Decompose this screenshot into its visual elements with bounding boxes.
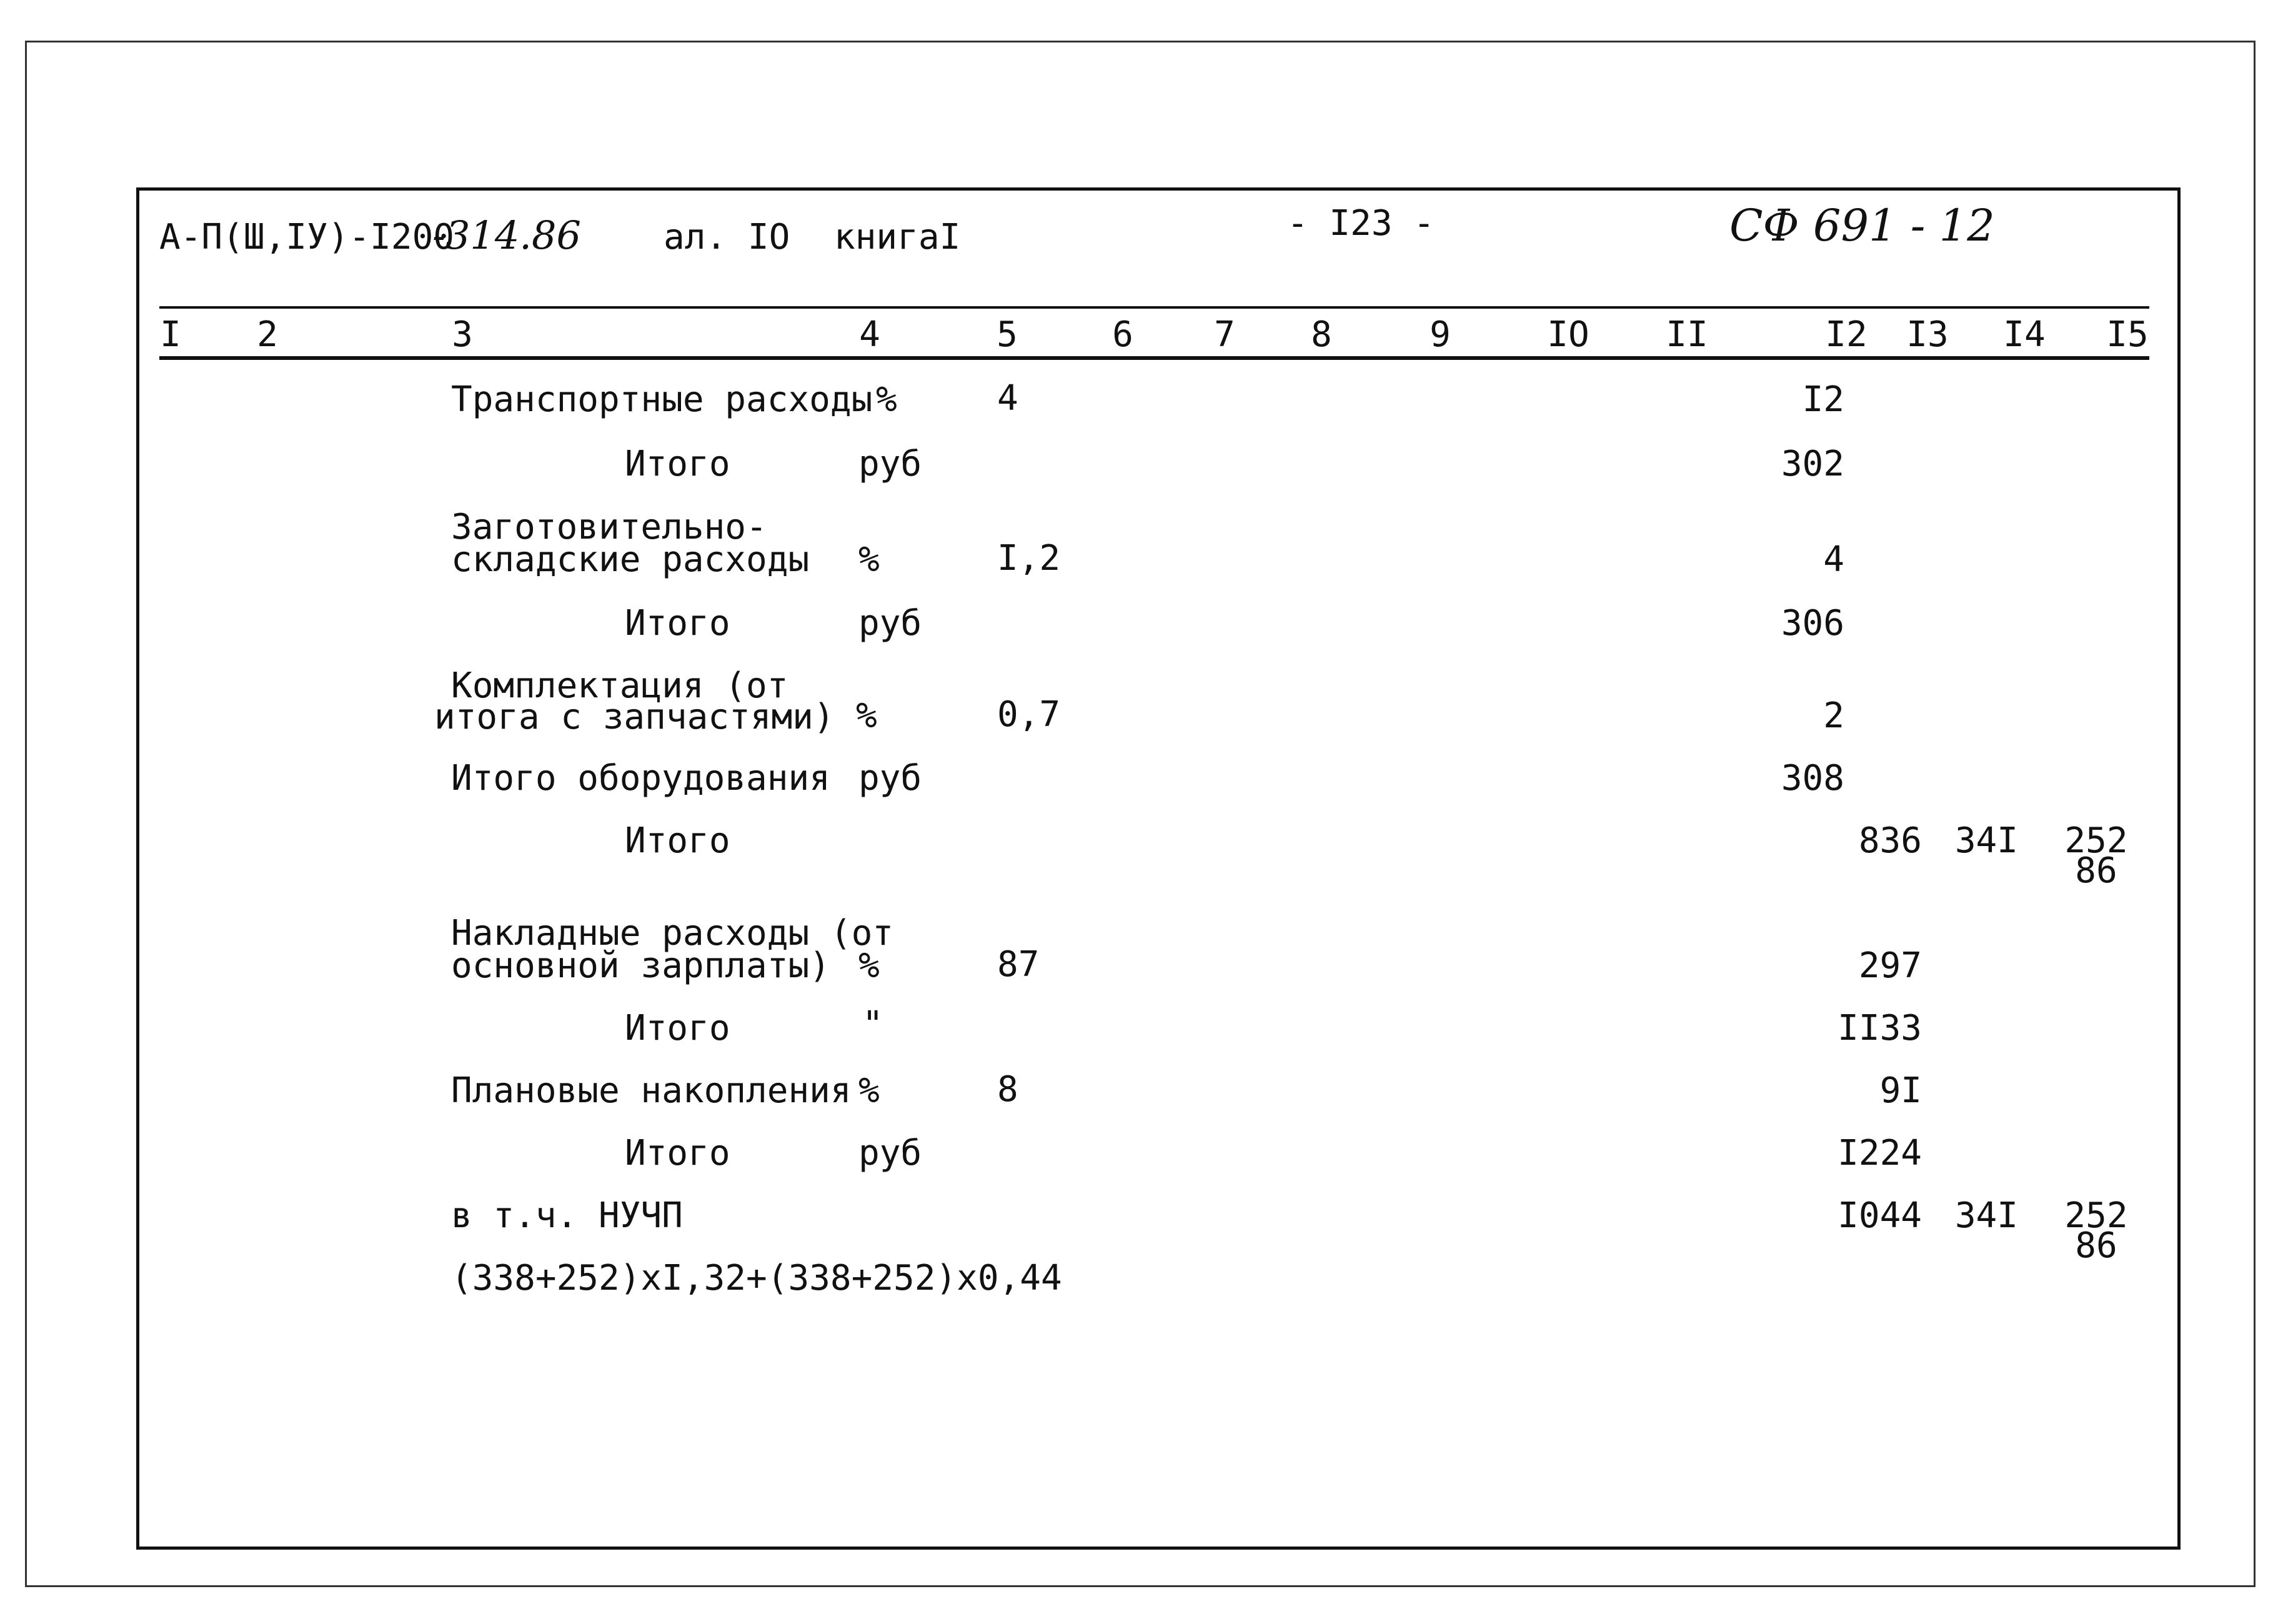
- row-value-stacked: [2064, 1195, 2128, 1266]
- row-label-line2: итога с запчастями): [434, 697, 835, 737]
- row-unit: %: [856, 695, 877, 736]
- column-header: IO: [1547, 314, 1589, 355]
- row-value: 302: [1781, 444, 1844, 484]
- row-rate: 8: [997, 1069, 1018, 1110]
- column-header: 9: [1430, 314, 1451, 355]
- row-label: Итого: [625, 1133, 730, 1173]
- value-bottom: 86: [2075, 850, 2117, 891]
- row-value: 297: [1858, 945, 1922, 986]
- row-unit: ": [862, 1004, 883, 1045]
- doc-code: А-П(Ш,IУ)-I200: [159, 217, 455, 257]
- row-value: 836: [1858, 820, 1922, 861]
- row-value: 34I: [1954, 1195, 2018, 1236]
- row-value: II33: [1838, 1008, 1922, 1049]
- column-header: II: [1666, 314, 1708, 355]
- row-value: 2: [1823, 695, 1844, 736]
- row-unit: %: [876, 379, 897, 420]
- row-unit: %: [858, 945, 880, 986]
- column-header: 6: [1112, 314, 1133, 355]
- row-label-line1: Комплектация (от: [451, 665, 788, 706]
- row-rate: 4: [997, 378, 1018, 419]
- row-label: Итого оборудования: [451, 758, 830, 799]
- archive-number-handwritten: СФ 691 - 12: [1729, 200, 1995, 251]
- row-value: 308: [1781, 758, 1844, 799]
- value-top: 252: [2064, 1195, 2128, 1236]
- row-value: 4: [1823, 539, 1844, 580]
- book-number: книгаI: [834, 217, 961, 257]
- row-value: I044: [1838, 1195, 1922, 1236]
- column-header: I: [160, 314, 181, 355]
- column-header: I4: [2003, 314, 2046, 355]
- row-rate: I,2: [997, 538, 1061, 579]
- row-label-line1: Заготовительно-: [451, 507, 767, 547]
- row-rate: 87: [997, 944, 1040, 985]
- page-number: - I23 -: [1287, 203, 1435, 244]
- row-value: 34I: [1954, 820, 2018, 861]
- column-header: 2: [257, 314, 278, 355]
- column-header: 7: [1214, 314, 1235, 355]
- header-top-rule: [159, 306, 2149, 309]
- row-label: Транспортные расходы: [451, 379, 873, 420]
- row-unit: %: [858, 1070, 880, 1111]
- value-top: 252: [2064, 820, 2128, 861]
- row-label-line2: основной зарплаты): [451, 945, 830, 986]
- row-value: 306: [1781, 603, 1844, 644]
- column-header: 5: [997, 314, 1018, 355]
- row-label: Плановые накопления: [451, 1070, 852, 1111]
- row-unit: руб: [858, 603, 922, 644]
- row-value: I2: [1802, 379, 1844, 420]
- row-label-line1: Накладные расходы (от: [451, 913, 894, 954]
- row-label: Итого: [625, 444, 730, 484]
- row-value: I224: [1838, 1133, 1922, 1173]
- row-value-stacked: [2064, 820, 2128, 891]
- header-bottom-rule: [159, 356, 2149, 360]
- row-unit: руб: [858, 444, 922, 484]
- row-unit: руб: [858, 758, 922, 799]
- column-header: 3: [452, 314, 473, 355]
- column-header: 8: [1311, 314, 1332, 355]
- column-header: I2: [1825, 314, 1868, 355]
- value-bottom: 86: [2075, 1225, 2117, 1266]
- row-unit: %: [858, 539, 880, 580]
- formula-line: (338+252)xI,32+(338+252)x0,44: [451, 1258, 1062, 1298]
- column-header: I5: [2106, 314, 2149, 355]
- row-label: Итого: [625, 820, 730, 861]
- row-unit: руб: [858, 1133, 922, 1173]
- row-value: 9I: [1879, 1070, 1922, 1111]
- row-label: Итого: [625, 603, 730, 644]
- doc-code-handwritten: -314.86: [432, 212, 581, 258]
- row-rate: 0,7: [997, 694, 1061, 735]
- album-number: ал. IO: [664, 217, 790, 257]
- column-header: 4: [859, 314, 880, 355]
- column-header: I3: [1906, 314, 1949, 355]
- row-label: в т.ч. НУЧП: [451, 1195, 683, 1236]
- row-label-line2: складские расходы: [451, 539, 810, 580]
- row-label: Итого: [625, 1008, 730, 1049]
- document-frame: [136, 187, 2181, 1550]
